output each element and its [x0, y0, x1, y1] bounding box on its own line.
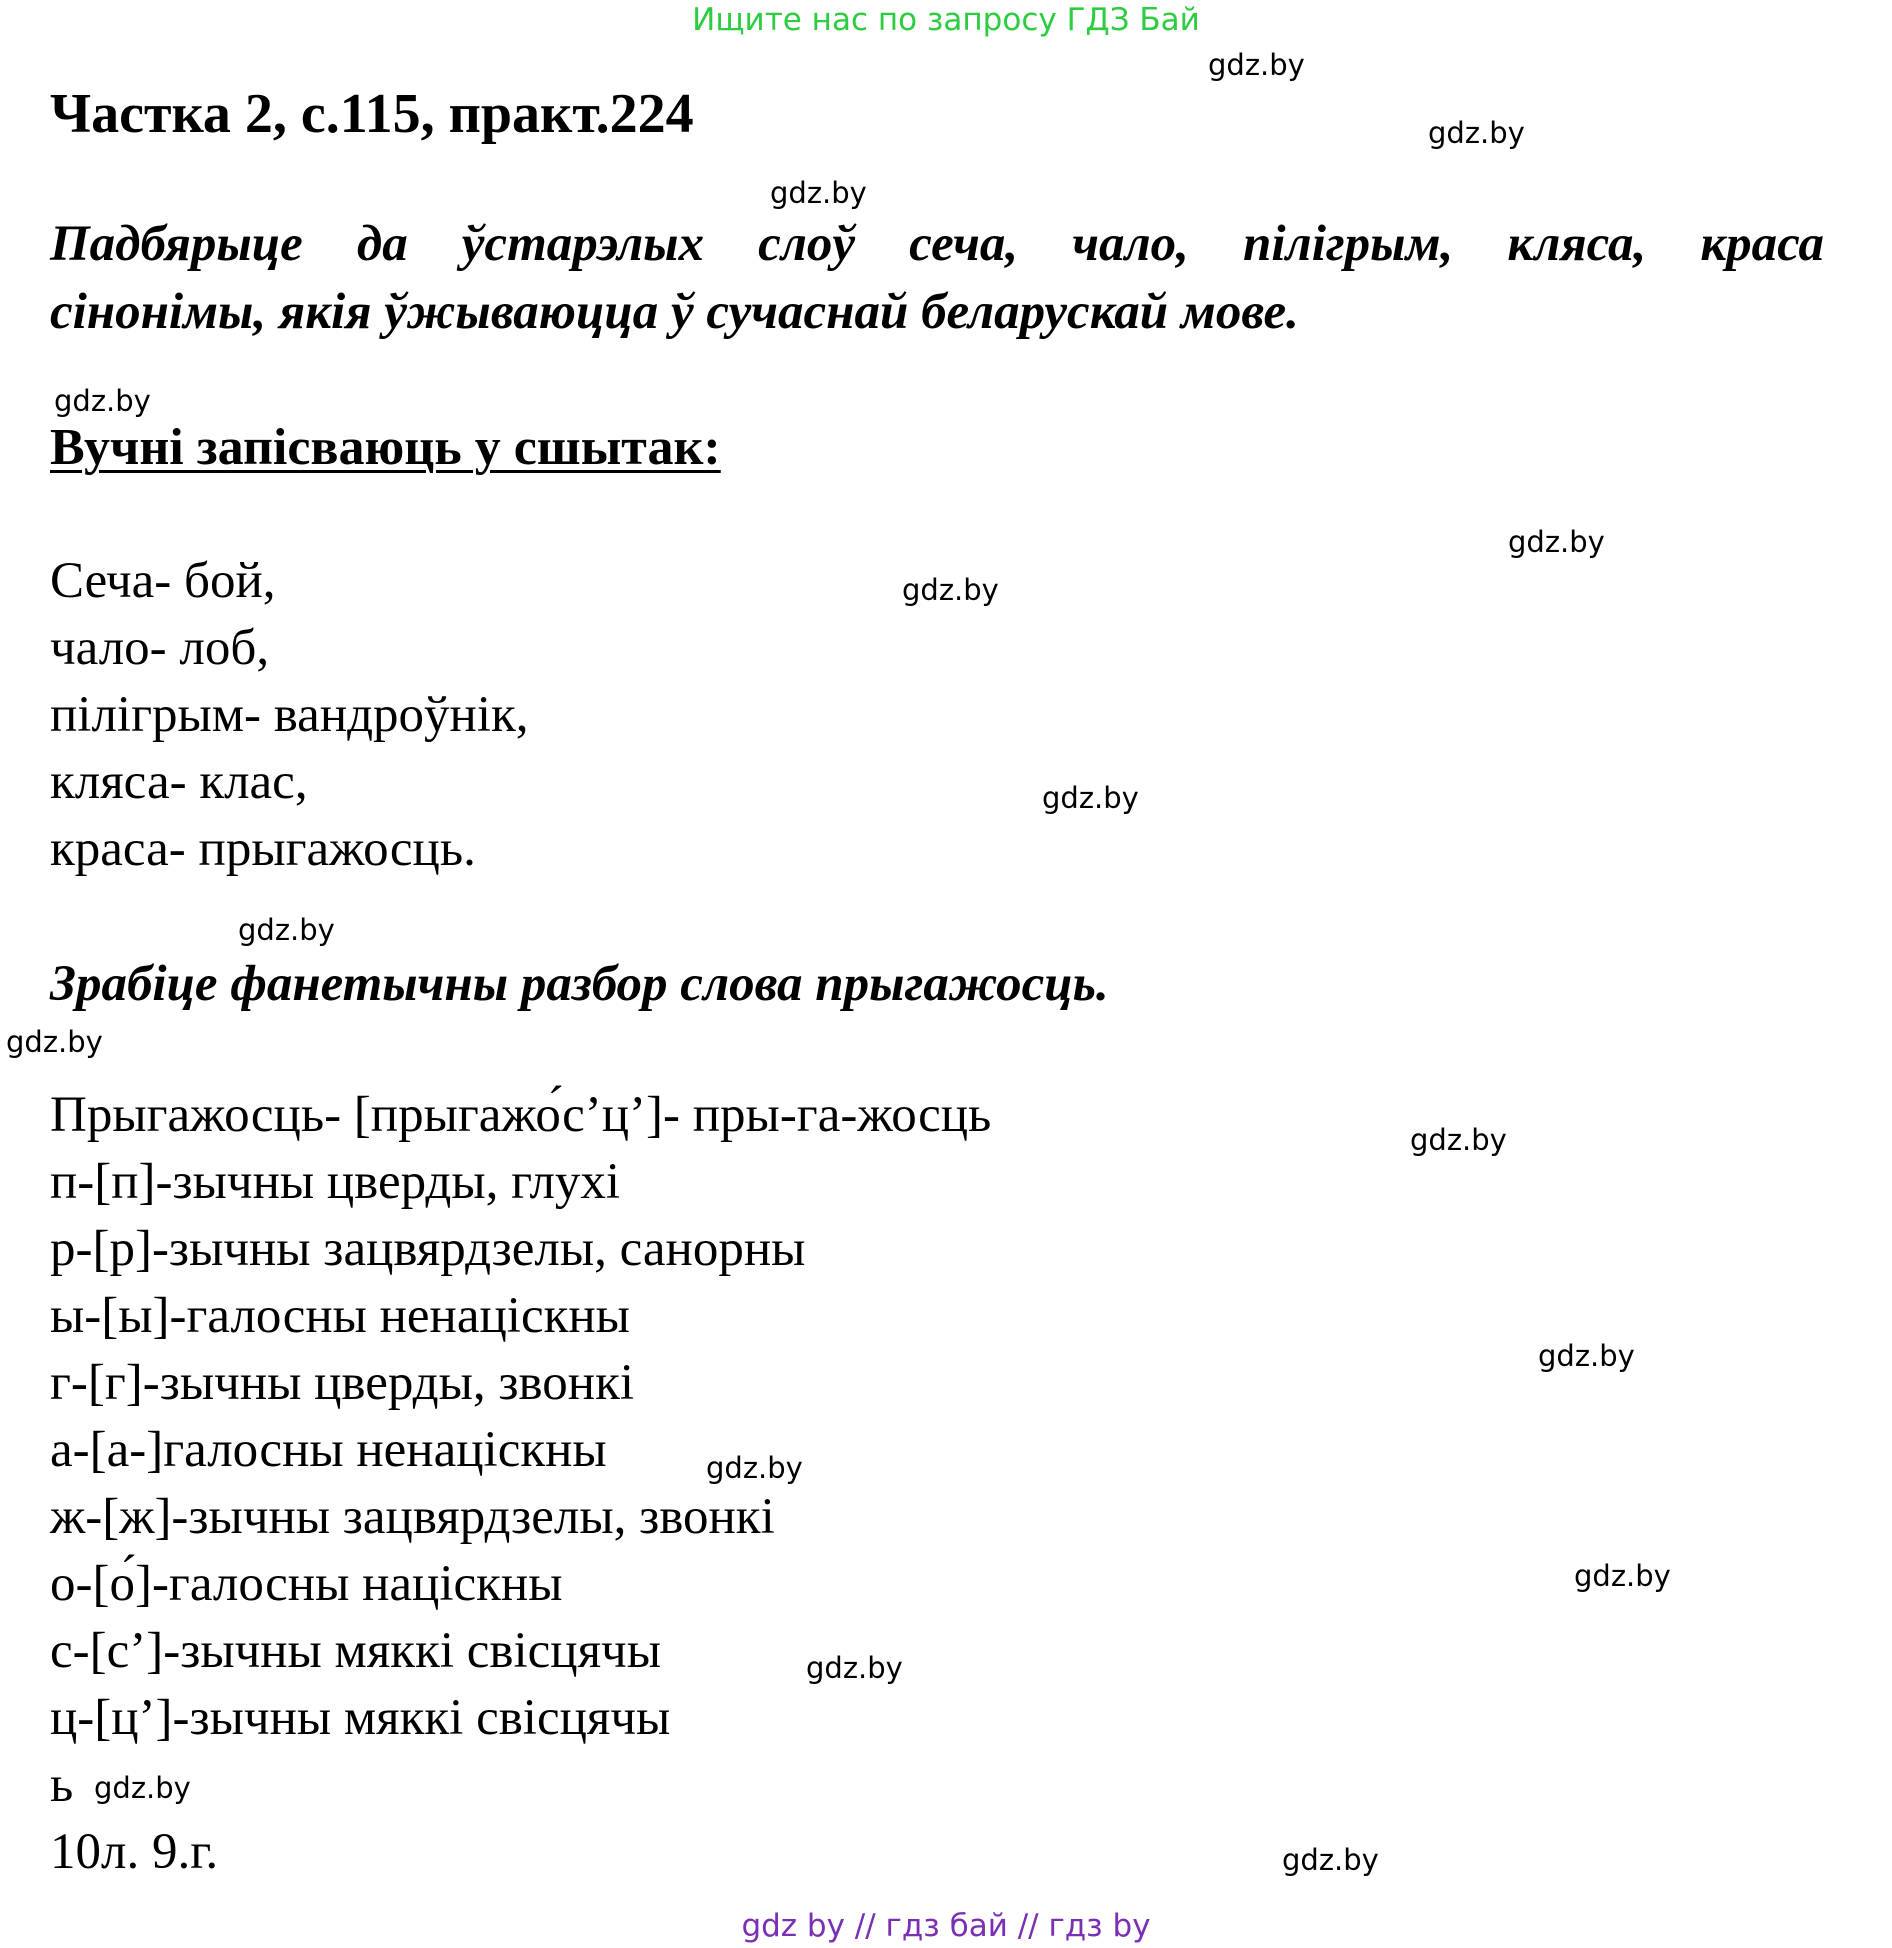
synonym-line: пілігрым- вандроўнік, [50, 687, 529, 743]
watermark: gdz.by [1282, 1843, 1379, 1877]
phonetic-line: ж-[ж]-зычны зацвярдзелы, звонкі [50, 1489, 775, 1545]
watermark: gdz.by [1574, 1559, 1671, 1593]
phonetic-line: с-[с’]-зычны мяккі свісцячы [50, 1623, 661, 1679]
phonetic-line: ц-[ц’]-зычны мяккі свісцячы [50, 1690, 671, 1746]
phonetic-line: о-[о́]-галосны націскны [50, 1556, 563, 1612]
phonetic-line: г-[г]-зычны цверды, звонкі [50, 1355, 635, 1411]
watermark: gdz.by [1508, 525, 1605, 559]
watermark: gdz.by [1428, 116, 1525, 150]
watermark: gdz.by [238, 913, 335, 947]
synonym-line: Сеча- бой, [50, 553, 276, 609]
page-title: Частка 2, с.115, практ.224 [50, 83, 694, 145]
phonetic-line: 10л. 9.г. [50, 1824, 219, 1880]
watermark: gdz.by [770, 176, 867, 210]
synonym-line: кляса- клас, [50, 754, 308, 810]
watermark: gdz.by [6, 1025, 103, 1059]
footer-links: gdz by // гдз бай // гдз by [741, 1908, 1151, 1944]
task-2: Зрабіце фанетычны разбор слова прыгажосць. [50, 956, 1109, 1012]
watermark: gdz.by [706, 1451, 803, 1485]
watermark: gdz.by [1410, 1123, 1507, 1157]
watermark: gdz.by [1538, 1339, 1635, 1373]
answer-subheading: Вучні запісваюць у сшытак: [50, 419, 721, 476]
phonetic-line: Прыгажосць- [прыгажо́с’ц’]- пры-га-жосць [50, 1087, 992, 1143]
watermark: gdz.by [806, 1651, 903, 1685]
phonetic-line: п-[п]-зычны цверды, глухі [50, 1154, 621, 1210]
phonetic-line: а-[а-]галосны ненаціскны [50, 1422, 607, 1478]
watermark: gdz.by [1208, 48, 1305, 82]
synonym-line: чало- лоб, [50, 620, 270, 676]
watermark: gdz.by [1042, 781, 1139, 815]
watermark: gdz.by [54, 384, 151, 418]
watermark: gdz.by [94, 1771, 191, 1805]
task-1-line-2: сінонімы, якія ўжываюцца ў сучаснай беларускай мове. [50, 284, 1299, 340]
watermark: gdz.by [902, 573, 999, 607]
task-1-line-1: Падбярыце да ўстарэлых слоў сеча, чало, пілігрым, кляса, краса [50, 216, 1824, 272]
phonetic-line: ь [50, 1757, 74, 1813]
synonym-line: краса- прыгажосць. [50, 821, 476, 877]
search-banner: Ищите нас по запросу ГДЗ Бай [692, 2, 1200, 38]
phonetic-line: р-[р]-зычны зацвярдзелы, санорны [50, 1221, 806, 1277]
phonetic-line: ы-[ы]-галосны ненаціскны [50, 1288, 630, 1344]
